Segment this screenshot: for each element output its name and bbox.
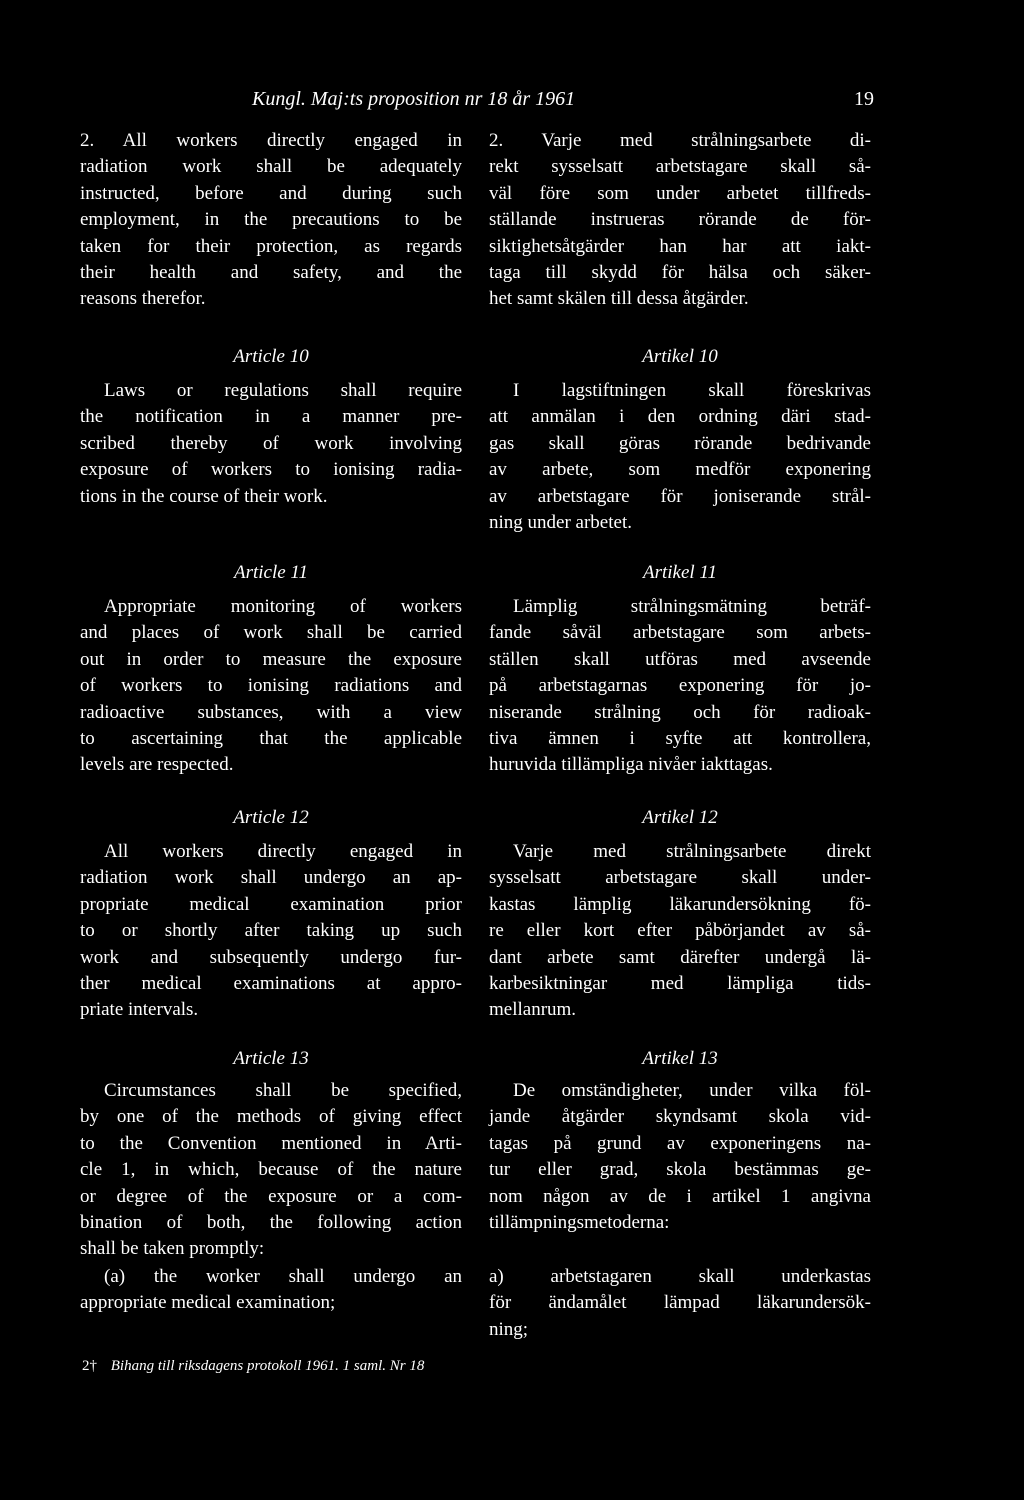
text-line: tur eller grad, skola bestämmas ge- xyxy=(489,1159,871,1181)
en-article-13-heading: Article 13 xyxy=(233,1048,309,1069)
en-article-10-body xyxy=(80,378,462,510)
page-header xyxy=(252,88,874,118)
text-line: by one of the methods of giving effect xyxy=(80,1106,462,1128)
text-line: Lämplig strålningsmätning beträf- xyxy=(513,596,871,617)
sv-article-11-heading: Artikel 11 xyxy=(642,562,718,583)
text-line: het samt skälen till dessa åtgärder. xyxy=(489,288,749,310)
sv-article-13-item-a xyxy=(489,1264,871,1343)
text-line: av arbetstagare för joniserande strål- xyxy=(489,485,871,507)
text-line: siktighetsåtgärder han har att iakt- xyxy=(489,235,871,257)
text-line: to ascertaining that the applicable xyxy=(80,728,462,750)
text-line: väl före som under arbetet tillfreds- xyxy=(489,182,871,204)
text-line: kastas lämplig läkarundersökning fö- xyxy=(489,893,871,915)
en-paragraph-2 xyxy=(80,128,462,313)
en-article-13-body xyxy=(80,1078,462,1263)
sv-article-10-heading: Artikel 10 xyxy=(642,346,718,367)
sv-article-11-body xyxy=(489,594,871,779)
text-line: bination of both, the following action xyxy=(80,1212,462,1234)
text-line: Varje med strålningsarbete direkt xyxy=(513,841,871,862)
text-line: taken for their protection, as regards xyxy=(80,235,462,257)
text-line: appropriate medical examination; xyxy=(80,1292,336,1314)
text-line: out in order to measure the exposure xyxy=(80,648,462,670)
text-line: tiva ämnen i syfte att kontrollera, xyxy=(489,728,871,750)
sv-paragraph-2 xyxy=(489,128,871,313)
text-line: De omständigheter, under vilka föl- xyxy=(513,1080,871,1101)
text-line: nom någon av de i artikel 1 angivna xyxy=(489,1185,871,1207)
text-line: to or shortly after taking up such xyxy=(80,920,462,942)
text-line: shall be taken promptly: xyxy=(80,1238,265,1260)
text-line: 2. All workers directly engaged in xyxy=(80,130,462,151)
en-article-11-body xyxy=(80,594,462,779)
footer-text: Bihang till riksdagens protokoll 1961. 1 saml. Nr 18 xyxy=(110,1358,425,1374)
text-line: of workers to ionising radiations and xyxy=(80,675,462,697)
en-article-12-body xyxy=(80,839,462,1024)
en-article-12-heading: Article 12 xyxy=(233,807,309,828)
text-line: för ändamålet lämpad läkarundersök- xyxy=(489,1292,871,1314)
text-line: ning under arbetet. xyxy=(489,512,632,534)
text-line: Appropriate monitoring of workers xyxy=(104,596,462,617)
en-article-10-heading: Article 10 xyxy=(233,346,309,367)
text-line: priate intervals. xyxy=(80,999,199,1021)
text-line: ställen skall utföras med avseende xyxy=(489,648,871,670)
sv-article-13-body xyxy=(489,1078,871,1236)
text-line: rekt sysselsatt arbetstagare skall så- xyxy=(489,156,871,178)
text-line: karbesiktningar med lämpliga tids- xyxy=(489,973,871,995)
sv-article-12-heading: Artikel 12 xyxy=(642,807,718,828)
text-line: exposure of workers to ionising radia- xyxy=(80,459,462,481)
text-line: ställande instrueras rörande de för- xyxy=(489,209,871,231)
text-line: radiation work shall be adequately xyxy=(80,156,462,178)
text-line: på arbetstagarnas exponering för jo- xyxy=(489,675,871,697)
text-line: 2. Varje med strålningsarbete di- xyxy=(489,130,871,151)
text-line: sysselsatt arbetstagare skall under- xyxy=(489,867,871,889)
text-line: propriate medical examination prior xyxy=(80,893,462,915)
text-line: instructed, before and during such xyxy=(80,182,462,204)
text-line: work and subsequently undergo fur- xyxy=(80,946,462,968)
text-line: their health and safety, and the xyxy=(80,262,462,284)
text-line: gas skall göras rörande bedrivande xyxy=(489,432,871,454)
header-title: Kungl. Maj:ts proposition nr 18 år 1961 xyxy=(252,88,576,110)
text-line: (a) the worker shall undergo an xyxy=(104,1266,462,1287)
signature-mark: 2† xyxy=(82,1358,97,1374)
text-line: ther medical examinations at appro- xyxy=(80,973,462,995)
text-line: mellanrum. xyxy=(489,999,577,1021)
text-line: re eller kort efter påbörjandet av så- xyxy=(489,920,871,942)
text-line: I lagstiftningen skall föreskrivas xyxy=(513,380,871,401)
text-line: niserande strålning och för radioak- xyxy=(489,701,871,723)
text-line: scribed thereby of work involving xyxy=(80,432,462,454)
text-line: radioactive substances, with a view xyxy=(80,701,462,723)
sv-article-12-body xyxy=(489,839,871,1024)
text-line: a) arbetstagaren skall underkastas xyxy=(489,1266,871,1287)
text-line: the notification in a manner pre- xyxy=(80,406,462,428)
text-line: av arbete, som medför exponering xyxy=(489,459,871,481)
en-article-13-item-a xyxy=(80,1264,462,1317)
page-number: 19 xyxy=(854,88,874,110)
text-line: or degree of the exposure or a com- xyxy=(80,1185,462,1207)
text-line: radiation work shall undergo an ap- xyxy=(80,867,462,889)
text-line: tillämpningsmetoderna: xyxy=(489,1212,670,1234)
text-line: reasons therefor. xyxy=(80,288,206,310)
page-footer xyxy=(82,1358,424,1375)
en-article-11-heading: Article 11 xyxy=(233,562,309,583)
text-line: tions in the course of their work. xyxy=(80,485,328,507)
text-line: taga till skydd för hälsa och säker- xyxy=(489,262,871,284)
text-line: levels are respected. xyxy=(80,754,234,776)
text-line: employment, in the precautions to be xyxy=(80,209,462,231)
text-line: tagas på grund av exponeringens na- xyxy=(489,1132,871,1154)
text-line: att anmälan i den ordning däri stad- xyxy=(489,406,871,428)
text-line: ning; xyxy=(489,1318,529,1340)
text-line: cle 1, in which, because of the nature xyxy=(80,1159,462,1181)
text-line: to the Convention mentioned in Arti- xyxy=(80,1132,462,1154)
text-line: dant arbete samt därefter undergå lä- xyxy=(489,946,871,968)
sv-article-13-heading: Artikel 13 xyxy=(642,1048,718,1069)
sv-article-10-body xyxy=(489,378,871,536)
text-line: and places of work shall be carried xyxy=(80,622,462,644)
text-line: Circumstances shall be specified, xyxy=(104,1080,462,1101)
text-line: jande åtgärder skyndsamt skola vid- xyxy=(489,1106,871,1128)
text-line: Laws or regulations shall require xyxy=(104,380,462,401)
text-line: huruvida tillämpliga nivåer iakttagas. xyxy=(489,754,773,776)
text-line: fande såväl arbetstagare som arbets- xyxy=(489,622,871,644)
text-line: All workers directly engaged in xyxy=(104,841,462,862)
